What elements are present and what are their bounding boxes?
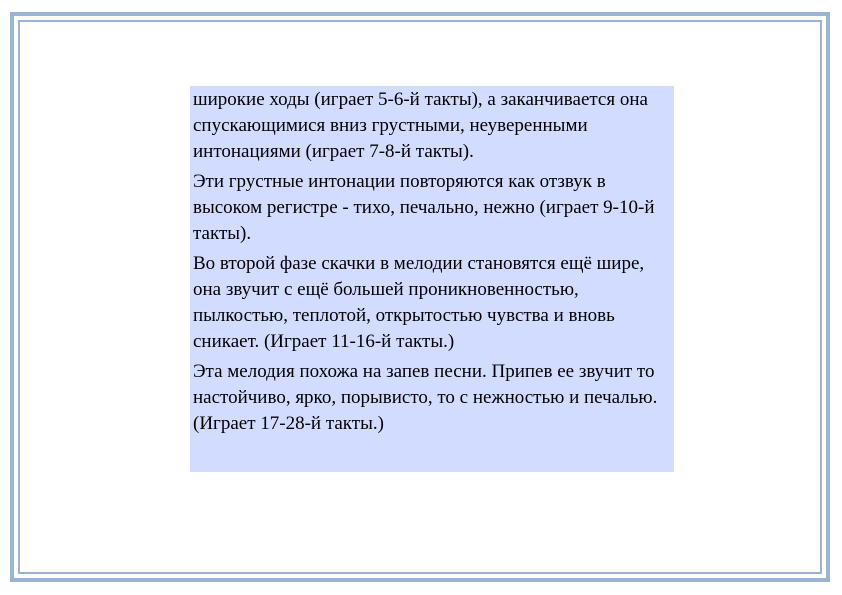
paragraph-2: Эти грустные интонации повторяются как отзвук в высоком регистре - тихо, печально, нежно (играет 9-10-й такты). (193, 171, 655, 244)
paragraph-4: Эта мелодия похожа на запев песни. Припев ее звучит то настойчиво, ярко, порывисто, то с нежностью и печалью. (Играет 17-28-й такты.) (193, 361, 658, 434)
paragraph-3: Во второй фазе скачки в мелодии становятся ещё шире, она звучит с ещё большей проникновенностью, пылкостью, теплотой, открытостью чувства и вновь сникает. (Играет 11-16-й такты.) (193, 253, 645, 352)
text-box (190, 86, 674, 472)
paragraph-1: широкие ходы (играет 5-6-й такты), а заканчивается она спускающимися вниз грустными, неуверенными интонациями (играет 7-8-й такты). (193, 89, 648, 162)
